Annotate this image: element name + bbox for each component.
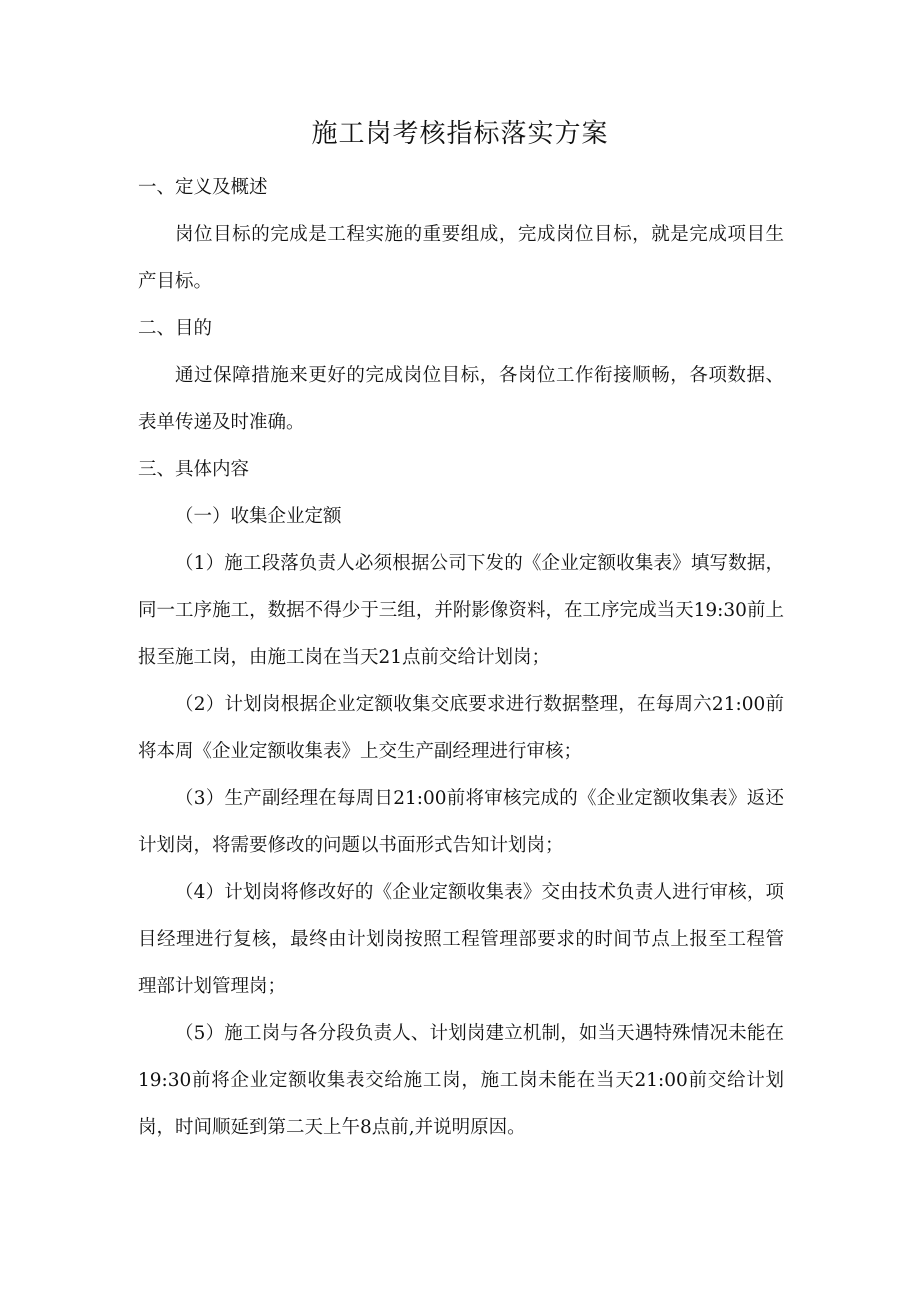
paragraph-item-2: （2）计划岗根据企业定额收集交底要求进行数据整理，在每周六21:00前将本周《企业定额收集表》上交生产副经理进行审核； [138, 694, 784, 762]
paragraph-purpose: 通过保障措施来更好的完成岗位目标，各岗位工作衔接顺畅，各项数据、表单传递及时准确。 [138, 365, 784, 433]
document-body [138, 164, 784, 1151]
paragraph-item-1: （1）施工段落负责人必须根据公司下发的《企业定额收集表》填写数据，同一工序施工，数据不得少于三组，并附影像资料，在工序完成当天19:30前上报至施工岗，由施工岗在当天21点前交给计划岗； [138, 553, 784, 668]
subsection-heading-quota: （一）收集企业定额 [175, 506, 342, 527]
paragraph-item-4: （4）计划岗将修改好的《企业定额收集表》交由技术负责人进行审核，项目经理进行复核，最终由计划岗按照工程管理部要求的时间节点上报至工程管理部计划管理岗； [138, 882, 784, 997]
section-heading-purpose: 二、目的 [138, 318, 213, 339]
section-heading-content: 三、具体内容 [138, 459, 250, 480]
paragraph-definition: 岗位目标的完成是工程实施的重要组成，完成岗位目标，就是完成项目生产目标。 [138, 224, 784, 292]
paragraph-item-3: （3）生产副经理在每周日21:00前将审核完成的《企业定额收集表》返还计划岗，将需要修改的问题以书面形式告知计划岗； [138, 788, 784, 856]
section-heading-definition: 一、定义及概述 [138, 177, 268, 198]
paragraph-item-5: （5）施工岗与各分段负责人、计划岗建立机制，如当天遇特殊情况未能在19:30前将企业定额收集表交给施工岗，施工岗未能在当天21:00前交给计划岗，时间顺延到第二天上午8点前,并说明原因。 [138, 1023, 784, 1138]
document-title: 施工岗考核指标落实方案 [311, 119, 609, 149]
